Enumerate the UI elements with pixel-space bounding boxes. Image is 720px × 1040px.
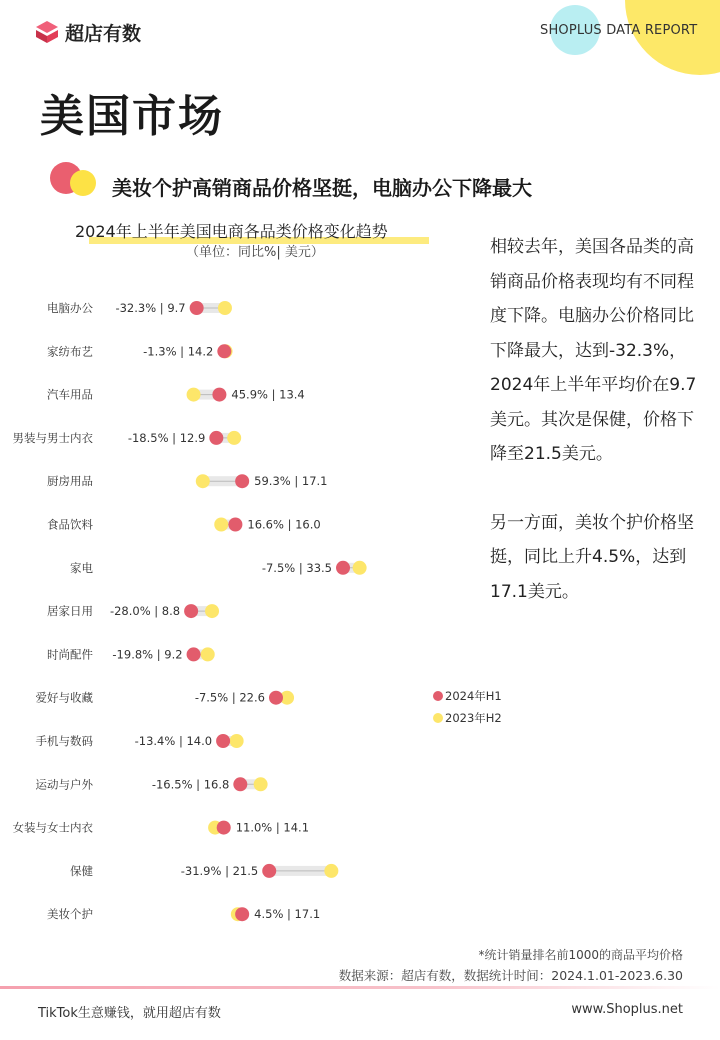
data-label: -19.8% | 9.2 bbox=[112, 647, 183, 662]
footnote: *统计销量排名前1000的商品平均价格 bbox=[478, 948, 683, 962]
category-label: 运动与户外 bbox=[35, 777, 93, 792]
point-2023h2 bbox=[254, 777, 268, 791]
point-2023h2 bbox=[214, 518, 228, 532]
subtitle: 美妆个护高销商品价格坚挺，电脑办公下降最大 bbox=[112, 176, 532, 200]
legend-dot-2024h1 bbox=[433, 691, 443, 701]
legend-item-2024h1 bbox=[433, 686, 502, 706]
point-2024h1 bbox=[184, 604, 198, 618]
dumbbell-chart bbox=[0, 280, 480, 930]
point-2023h2 bbox=[205, 604, 219, 618]
chart-unit: （单位：同比%| 美元） bbox=[186, 245, 324, 260]
point-2024h1 bbox=[336, 561, 350, 575]
data-label: -7.5% | 22.6 bbox=[194, 690, 265, 705]
footer-divider bbox=[0, 986, 720, 989]
category-label: 爱好与收藏 bbox=[35, 690, 93, 705]
point-2024h1 bbox=[233, 777, 247, 791]
chart-title: 2024年上半年美国电商各品类价格变化趋势 bbox=[75, 222, 388, 241]
legend-item-2023h2 bbox=[433, 708, 502, 728]
brand-name: 超店有数 bbox=[65, 22, 142, 45]
point-2023h2 bbox=[218, 301, 232, 315]
data-label: 11.0% | 14.1 bbox=[235, 820, 310, 835]
data-label: -32.3% | 9.7 bbox=[115, 301, 186, 315]
footer-website-link[interactable]: www.Shoplus.net bbox=[571, 1002, 683, 1017]
point-2024h1 bbox=[262, 864, 276, 878]
page-title: 美国市场 bbox=[40, 91, 224, 142]
data-label: -28.0% | 8.8 bbox=[109, 604, 181, 619]
point-2024h1 bbox=[217, 344, 231, 358]
category-label: 手机与数码 bbox=[35, 734, 93, 748]
stacked-cube-logo-icon bbox=[33, 18, 61, 46]
point-2023h2 bbox=[227, 431, 241, 445]
data-source: 数据来源：超店有数，数据统计时间：2024.1.01-2023.6.30 bbox=[338, 968, 683, 983]
legend-label-2024h1: 2024年H1 bbox=[445, 689, 502, 703]
category-label: 家纺布艺 bbox=[47, 344, 93, 359]
category-label: 汽车用品 bbox=[47, 387, 93, 402]
point-2023h2 bbox=[324, 864, 338, 878]
point-2024h1 bbox=[187, 647, 201, 661]
data-label: 45.9% | 13.4 bbox=[231, 387, 305, 402]
point-2023h2 bbox=[201, 647, 215, 661]
report-tag: SHOPLUS DATA REPORT bbox=[540, 23, 698, 38]
data-label: -7.5% | 33.5 bbox=[261, 560, 333, 575]
side-text-para-2: 另一方面，美妆个护价格坚挺，同比上升4.5%，达到17.1美元。 bbox=[490, 512, 694, 602]
category-label: 女装与女士内衣 bbox=[12, 820, 93, 835]
side-text bbox=[490, 230, 705, 609]
data-label: -1.3% | 14.2 bbox=[143, 344, 214, 359]
data-label: -31.9% | 21.5 bbox=[180, 863, 259, 878]
data-label: -18.5% | 12.9 bbox=[127, 430, 206, 445]
footer-slogan: TikTok生意赚钱，就用超店有数 bbox=[38, 1006, 221, 1021]
category-label: 美妆个护 bbox=[47, 907, 93, 922]
point-2024h1 bbox=[269, 691, 283, 705]
point-2024h1 bbox=[235, 474, 249, 488]
data-label: 16.6% | 16.0 bbox=[247, 517, 321, 532]
category-label: 食品饮料 bbox=[47, 517, 93, 532]
chart-title-wrap bbox=[75, 219, 388, 242]
category-label: 男装与男士内衣 bbox=[12, 430, 93, 445]
point-2024h1 bbox=[209, 431, 223, 445]
chart-legend bbox=[433, 686, 502, 730]
point-2024h1 bbox=[217, 821, 231, 835]
legend-label-2023h2: 2023年H2 bbox=[445, 711, 502, 725]
category-label: 时尚配件 bbox=[47, 647, 93, 662]
data-label: -13.4% | 14.0 bbox=[134, 734, 213, 748]
point-2024h1 bbox=[212, 388, 226, 402]
legend-dot-2023h2 bbox=[433, 713, 443, 723]
category-label: 电脑办公 bbox=[47, 301, 93, 315]
data-label: 4.5% | 17.1 bbox=[254, 907, 321, 922]
data-label: -16.5% | 16.8 bbox=[151, 777, 230, 792]
point-2023h2 bbox=[196, 474, 210, 488]
data-label: 59.3% | 17.1 bbox=[254, 474, 328, 489]
category-label: 保健 bbox=[70, 863, 93, 878]
subtitle-dots-icon bbox=[50, 162, 100, 198]
point-2024h1 bbox=[190, 301, 204, 315]
point-2023h2 bbox=[230, 734, 244, 748]
point-2023h2 bbox=[353, 561, 367, 575]
point-2024h1 bbox=[216, 734, 230, 748]
point-2023h2 bbox=[187, 388, 201, 402]
side-text-para-1: 相较去年，美国各品类的高销商品价格表现均有不同程度下降。电脑办公价格同比下降最大，达到-32.3%，2024年上半年平均价在9.7美元。其次是保健，价格下降至21.5美元。 bbox=[490, 237, 697, 464]
brand bbox=[33, 18, 141, 46]
point-2024h1 bbox=[228, 518, 242, 532]
category-label: 居家日用 bbox=[47, 604, 93, 619]
point-2024h1 bbox=[235, 907, 249, 921]
category-label: 厨房用品 bbox=[47, 474, 93, 489]
category-label: 家电 bbox=[70, 560, 93, 575]
